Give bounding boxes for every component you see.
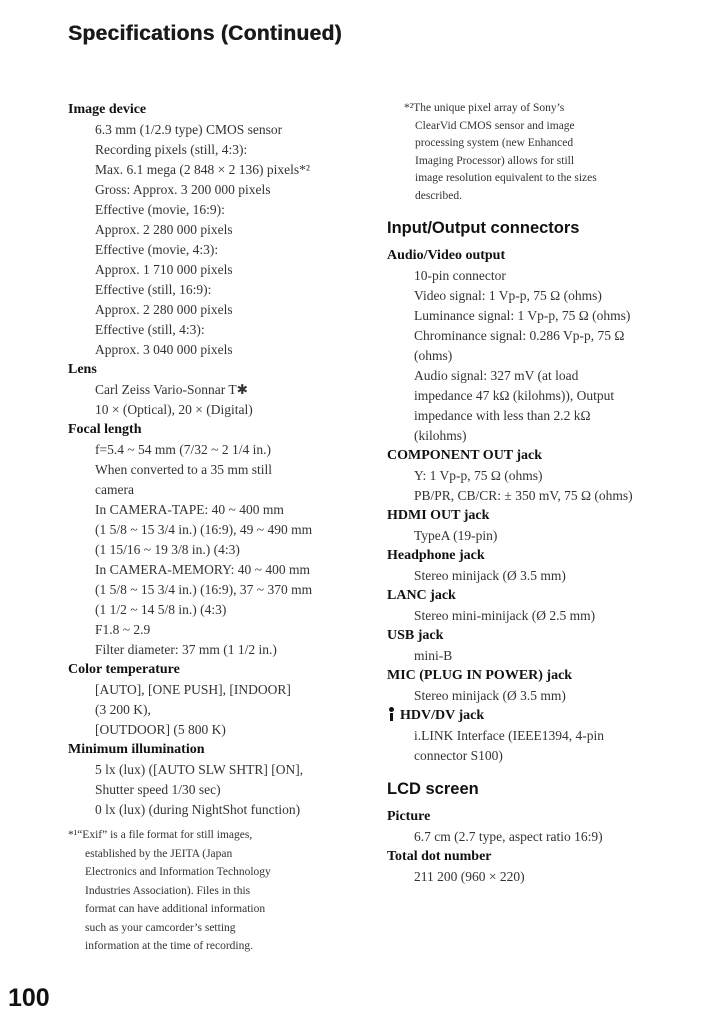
- spec-line: i.LINK Interface (IEEE1394, 4-pin: [414, 728, 605, 743]
- left-column: [68, 100, 368, 956]
- spec-line: 5 lx (lux) ([AUTO SLW SHTR] [ON],: [95, 762, 304, 777]
- spec-line: (1 1/2 ~ 14 5/8 in.) (4:3): [95, 602, 227, 617]
- section-heading: Image device: [68, 102, 147, 117]
- section-lens: [68, 360, 368, 420]
- footnote-line: information at the time of recording.: [85, 940, 253, 952]
- spec-line: (ohms): [414, 348, 453, 363]
- spec-line: [OUTDOOR] (5 800 K): [95, 722, 226, 737]
- i-link-icon: [387, 707, 396, 721]
- spec-line: In CAMERA-MEMORY: 40 ~ 400 mm: [95, 562, 310, 577]
- spec-line: Stereo minijack (Ø 3.5 mm): [414, 688, 566, 703]
- footnote-line: Imaging Processor) allows for still: [415, 154, 575, 167]
- page-number: 100: [8, 984, 50, 1012]
- spec-line: Effective (movie, 4:3):: [95, 242, 219, 257]
- section-picture: [387, 807, 687, 847]
- section-hdv-dv: [387, 706, 687, 766]
- spec-line: In CAMERA-TAPE: 40 ~ 400 mm: [95, 502, 284, 517]
- section-component-out: [387, 446, 687, 506]
- spec-line: [AUTO], [ONE PUSH], [INDOOR]: [95, 682, 291, 697]
- section-mic: [387, 666, 687, 706]
- section-heading: HDMI OUT jack: [387, 508, 490, 523]
- spec-line: mini-B: [414, 648, 453, 663]
- spec-line: Effective (still, 16:9):: [95, 282, 212, 297]
- footnote-line: image resolution equivalent to the sizes: [415, 172, 597, 184]
- footnote-clearvid: [404, 100, 687, 205]
- section-heading: MIC (PLUG IN POWER) jack: [387, 668, 573, 683]
- section-av-output: [387, 246, 687, 446]
- spec-line: When converted to a 35 mm still: [95, 462, 272, 477]
- spec-line: impedance 47 kΩ (kilohms)), Output: [414, 388, 615, 403]
- spec-line: f=5.4 ~ 54 mm (7/32 ~ 2 1/4 in.): [95, 442, 271, 457]
- spec-line: Y: 1 Vp-p, 75 Ω (ohms): [414, 468, 543, 483]
- section-heading: Lens: [68, 362, 97, 377]
- section-heading: COMPONENT OUT jack: [387, 448, 543, 463]
- section-heading: Total dot number: [387, 849, 492, 864]
- spec-line: 10-pin connector: [414, 268, 506, 283]
- section-lanc: [387, 586, 687, 626]
- spec-line: PB/PR, CB/CR: ± 350 mV, 75 Ω (ohms): [414, 488, 633, 503]
- right-column: [387, 100, 687, 887]
- spec-line: Gross: Approx. 3 200 000 pixels: [95, 182, 271, 197]
- section-heading: LANC jack: [387, 588, 456, 603]
- spec-line: Approx. 1 710 000 pixels: [95, 262, 233, 277]
- spec-line: Max. 6.1 mega (2 848 × 2 136) pixels*²: [95, 162, 310, 177]
- section-heading: Audio/Video output: [387, 248, 506, 263]
- footnote-line: Industries Association). Files in this: [85, 884, 251, 897]
- footnote-line: established by the JEITA (Japan: [85, 847, 233, 860]
- section-heading: Minimum illumination: [68, 742, 205, 757]
- spec-line: Recording pixels (still, 4:3):: [95, 142, 248, 157]
- spec-line: Approx. 2 280 000 pixels: [95, 222, 233, 237]
- section-image-device: [68, 100, 368, 360]
- section-heading: HDV/DV jack: [400, 708, 485, 723]
- spec-line: Approx. 2 280 000 pixels: [95, 302, 233, 317]
- spec-line: Video signal: 1 Vp-p, 75 Ω (ohms): [414, 288, 602, 303]
- spec-line: Shutter speed 1/30 sec): [95, 782, 221, 797]
- spec-line: F1.8 ~ 2.9: [95, 622, 151, 637]
- section-heading: Headphone jack: [387, 548, 485, 563]
- footnote-line: described.: [415, 189, 462, 202]
- io-connectors-title: Input/Output connectors: [387, 219, 580, 237]
- spec-line: (1 5/8 ~ 15 3/4 in.) (16:9), 49 ~ 490 mm: [95, 522, 313, 537]
- spec-line: Chrominance signal: 0.286 Vp-p, 75 Ω: [414, 328, 625, 343]
- section-color-temperature: [68, 660, 368, 740]
- section-heading: Color temperature: [68, 662, 180, 677]
- spec-line: Effective (still, 4:3):: [95, 322, 205, 337]
- section-usb: [387, 626, 687, 666]
- spec-line: (kilohms): [414, 428, 467, 443]
- footnote-exif: [68, 826, 368, 956]
- section-heading: USB jack: [387, 628, 444, 643]
- spec-line: Stereo minijack (Ø 3.5 mm): [414, 568, 566, 583]
- section-headphone: [387, 546, 687, 586]
- page-title: Specifications (Continued): [68, 22, 342, 45]
- spec-line: 10 × (Optical), 20 × (Digital): [95, 402, 253, 417]
- section-heading: Focal length: [68, 422, 142, 437]
- spec-line: Carl Zeiss Vario-Sonnar T✱: [95, 382, 248, 397]
- spec-line: 211 200 (960 × 220): [414, 869, 525, 884]
- section-focal-length: [68, 420, 368, 660]
- section-hdmi-out: [387, 506, 687, 546]
- spec-line: 6.7 cm (2.7 type, aspect ratio 16:9): [414, 829, 603, 844]
- spec-line: (1 15/16 ~ 19 3/8 in.) (4:3): [95, 542, 240, 557]
- spec-line: 6.3 mm (1/2.9 type) CMOS sensor: [95, 122, 283, 137]
- spec-line: Filter diameter: 37 mm (1 1/2 in.): [95, 642, 277, 657]
- footnote-line: *¹“Exif” is a file format for still images,: [68, 829, 253, 841]
- spec-line: Stereo mini-minijack (Ø 2.5 mm): [414, 608, 596, 623]
- section-total-dot: [387, 847, 687, 887]
- footnote-line: Electronics and Information Technology: [85, 866, 271, 878]
- spec-line: connector S100): [414, 748, 503, 763]
- spec-line: camera: [95, 482, 134, 497]
- footnote-line: processing system (new Enhanced: [415, 137, 574, 149]
- section-heading: Picture: [387, 809, 431, 824]
- section-minimum-illumination: [68, 740, 368, 820]
- spec-line: (3 200 K),: [95, 702, 151, 717]
- spec-line: Luminance signal: 1 Vp-p, 75 Ω (ohms): [414, 308, 631, 323]
- footnote-line: ClearVid CMOS sensor and image: [415, 119, 575, 132]
- lcd-screen-title: LCD screen: [387, 780, 479, 798]
- spec-line: (1 5/8 ~ 15 3/4 in.) (16:9), 37 ~ 370 mm: [95, 582, 313, 597]
- spec-line: TypeA (19-pin): [414, 528, 498, 543]
- footnote-line: format can have additional information: [85, 903, 266, 915]
- spec-line: Approx. 3 040 000 pixels: [95, 342, 233, 357]
- spec-line: Effective (movie, 16:9):: [95, 202, 225, 217]
- spec-line: Audio signal: 327 mV (at load: [414, 368, 579, 383]
- spec-line: 0 lx (lux) (during NightShot function): [95, 802, 301, 817]
- footnote-line: *²The unique pixel array of Sony’s: [404, 102, 565, 114]
- footnote-line: such as your camcorder’s setting: [85, 921, 236, 934]
- spec-line: impedance with less than 2.2 kΩ: [414, 408, 591, 423]
